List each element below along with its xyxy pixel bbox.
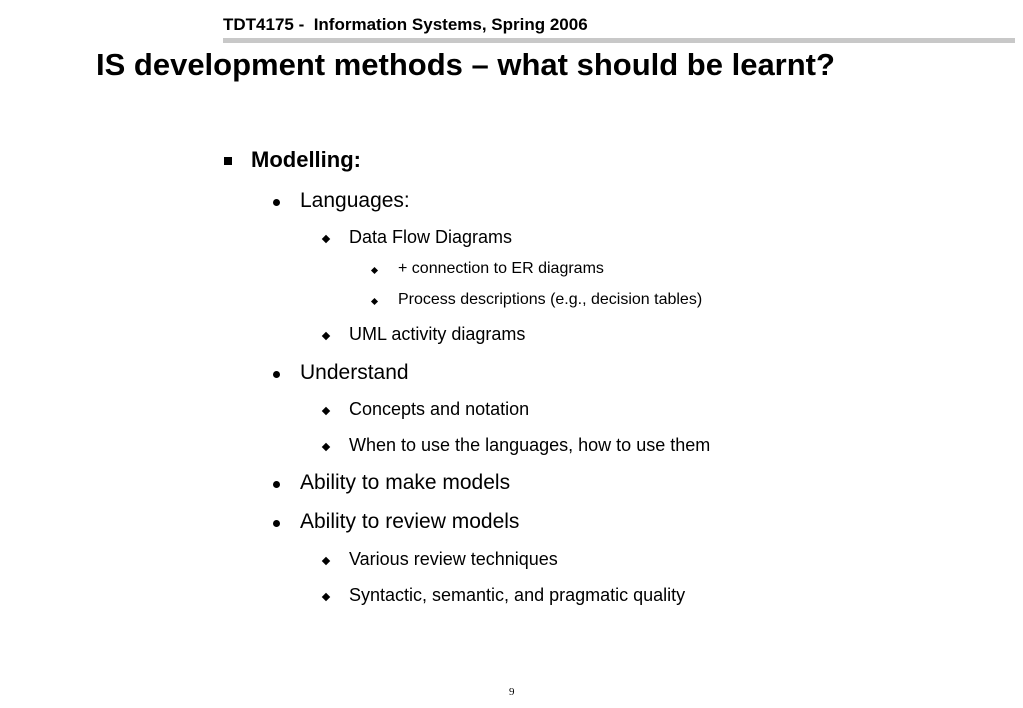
- diamond-bullet-icon: [322, 443, 330, 451]
- bullet-make-models: Ability to make models: [300, 471, 511, 494]
- diamond-bullet-icon: [371, 267, 378, 274]
- page-number: 9: [509, 686, 515, 698]
- round-bullet-icon: [273, 481, 280, 488]
- bullet-languages: Languages:: [300, 189, 410, 212]
- course-header: TDT4175 - Information Systems, Spring 2006: [223, 15, 588, 34]
- bullet-concepts: Concepts and notation: [349, 399, 530, 419]
- bullet-review-models: Ability to review models: [300, 510, 520, 533]
- bullet-dfd: Data Flow Diagrams: [349, 227, 513, 247]
- diamond-bullet-icon: [322, 593, 330, 601]
- diamond-bullet-icon: [322, 235, 330, 243]
- diamond-bullet-icon: [322, 557, 330, 565]
- header-divider: [223, 38, 1015, 43]
- bullet-er-connection: + connection to ER diagrams: [398, 260, 604, 277]
- bullet-modelling: Modelling:: [251, 147, 361, 172]
- bullet-understand: Understand: [300, 361, 409, 384]
- bullet-when-to-use: When to use the languages, how to use them: [349, 435, 711, 455]
- slide-title: IS development methods – what should be learnt?: [96, 47, 835, 82]
- bullet-uml: UML activity diagrams: [349, 324, 526, 344]
- diamond-bullet-icon: [371, 298, 378, 305]
- diamond-bullet-icon: [322, 332, 330, 340]
- bullet-quality: Syntactic, semantic, and pragmatic quality: [349, 585, 686, 605]
- round-bullet-icon: [273, 371, 280, 378]
- bullet-process-descriptions: Process descriptions (e.g., decision tables): [398, 291, 703, 308]
- diamond-bullet-icon: [322, 407, 330, 415]
- bullet-review-techniques: Various review techniques: [349, 549, 558, 569]
- square-bullet-icon: [224, 157, 232, 165]
- round-bullet-icon: [273, 199, 280, 206]
- round-bullet-icon: [273, 520, 280, 527]
